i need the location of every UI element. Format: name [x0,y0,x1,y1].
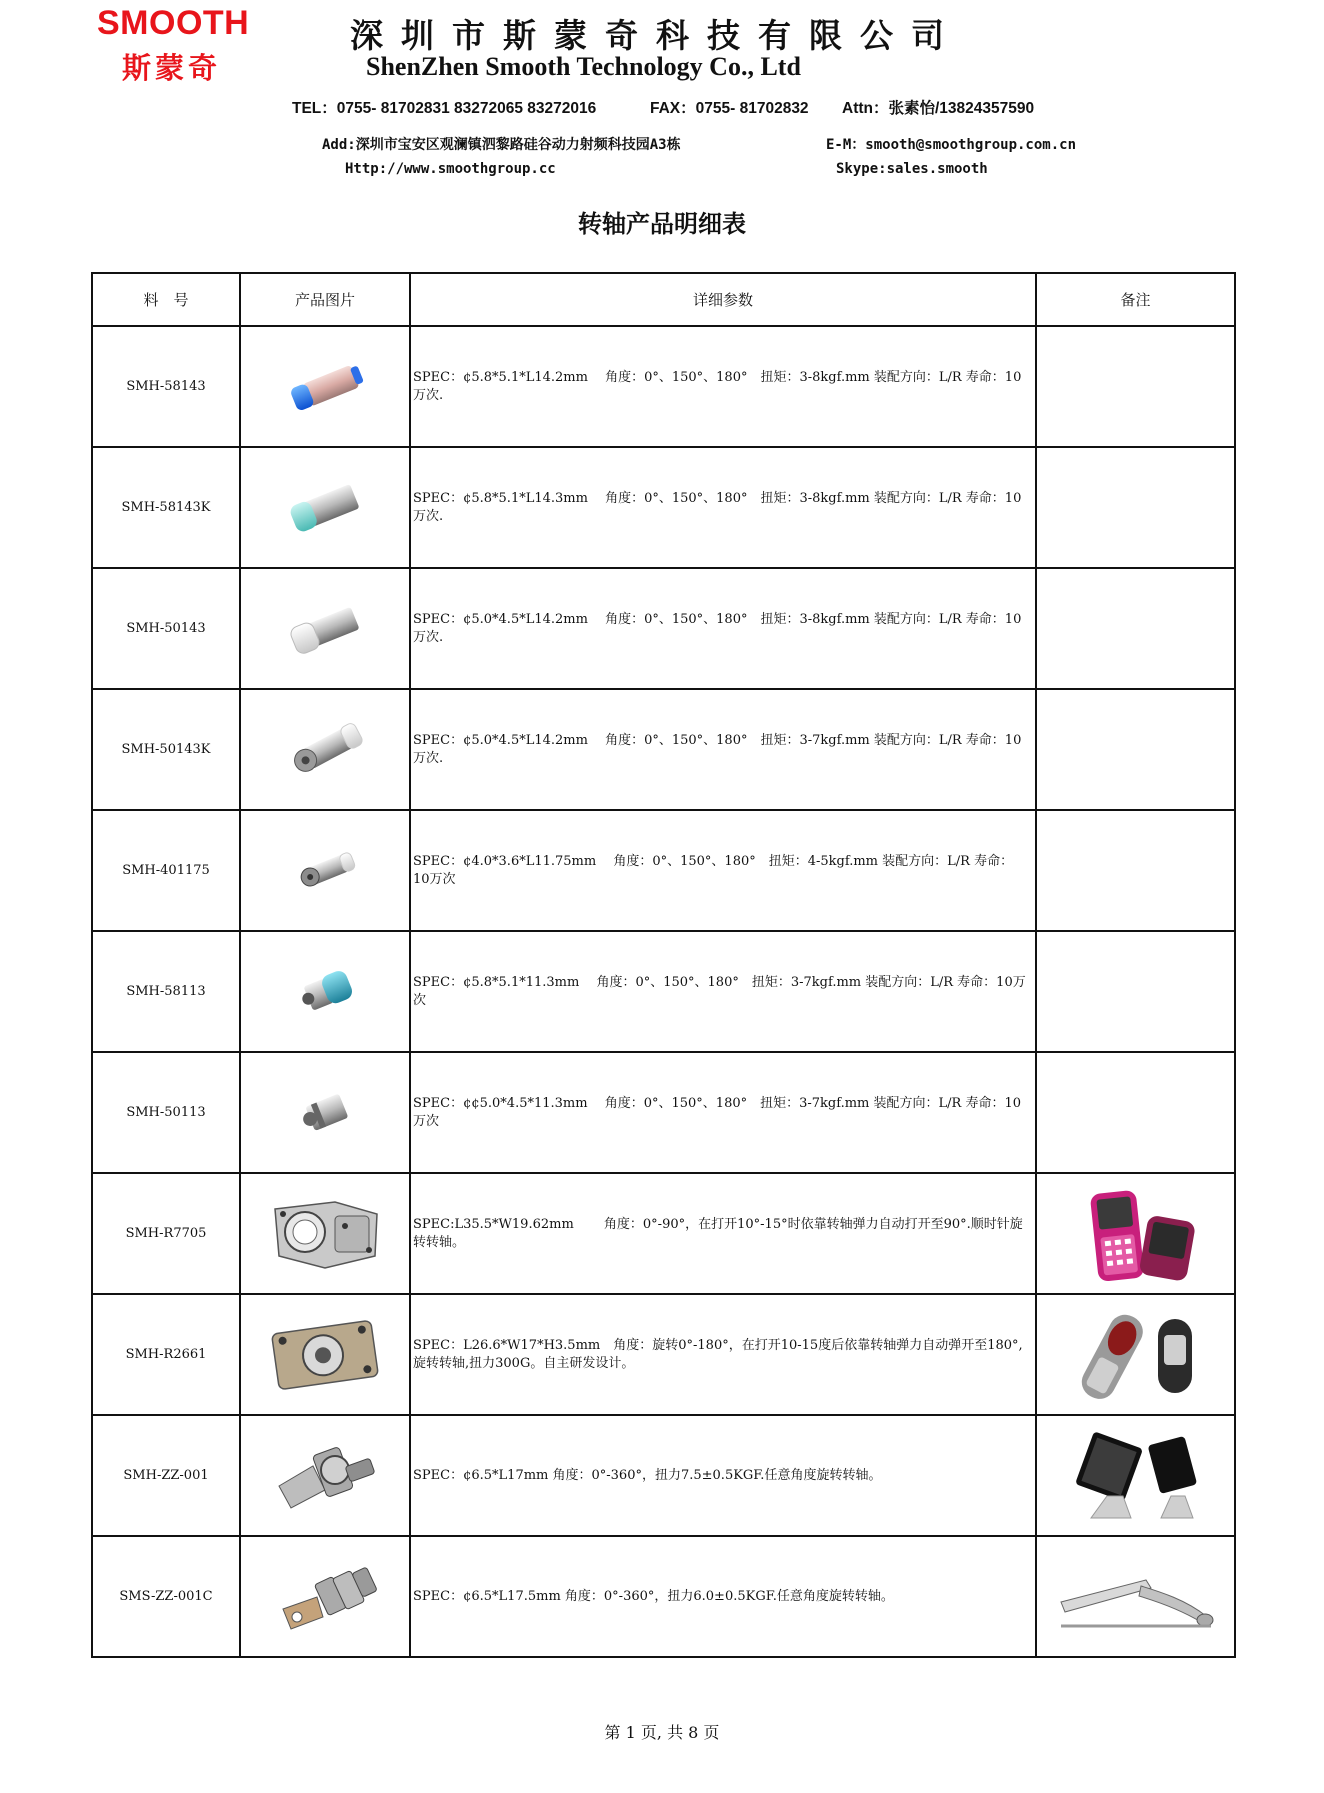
header-part-number: 料 号 [92,273,240,326]
fax-line: FAX：0755- 81702832 [650,100,809,117]
phone-image [1066,1305,1206,1405]
hinge-image [275,836,375,906]
product-image-cell [240,1173,410,1294]
table-row [92,810,1235,931]
spec-text: SPEC：¢4.0*3.6*L11.75mm 角度：0°、150°、180° 扭矩：4-5kgf.mm 装配方向：L/R 寿命：10万次 [410,810,1036,931]
spec-text: SPEC：¢6.5*L17mm 角度：0°-360°，扭力7.5±0.5KGF.任意角度旋转转轴。 [410,1415,1036,1536]
part-number: SMH-R2661 [92,1294,240,1415]
spec-text: SPEC：¢5.8*5.1*11.3mm 角度：0°、150°、180° 扭矩：3-7kgf.mm 装配方向：L/R 寿命：10万次 [410,931,1036,1052]
header-remarks: 备注 [1036,273,1235,326]
remark-cell [1036,1294,1235,1415]
spec-text: SPEC：¢5.0*4.5*L14.2mm 角度：0°、150°、180° 扭矩：3-8kgf.mm 装配方向：L/R 寿命：10万次. [410,568,1036,689]
remark-cell [1036,931,1235,1052]
part-number: SMH-58143K [92,447,240,568]
hinge-image [275,473,375,543]
table-row [92,1173,1235,1294]
part-number: SMH-58143 [92,326,240,447]
table-row [92,689,1235,810]
product-image-cell [240,810,410,931]
monitor-stand-image [1061,1426,1211,1526]
table-header-row [92,273,1235,326]
product-image-cell [240,931,410,1052]
product-image-cell [240,568,410,689]
spec-text: SPEC：¢5.8*5.1*L14.3mm 角度：0°、150°、180° 扭矩：3-8kgf.mm 装配方向：L/R 寿命：10万次. [410,447,1036,568]
product-image-cell [240,326,410,447]
phone-image [1066,1184,1206,1284]
remark-cell [1036,1173,1235,1294]
hinge-image [275,715,375,785]
hinge-image [265,1436,385,1516]
product-image-cell [240,1294,410,1415]
remark-cell [1036,1536,1235,1657]
table-row [92,1415,1235,1536]
product-table [91,272,1236,1658]
hinge-image [275,352,375,422]
table-row [92,568,1235,689]
spec-text: SPEC:L35.5*W19.62mm 角度：0°-90°，在打开10°-15°时依靠转轴弹力自动打开至90°.顺时针旋转转轴。 [410,1173,1036,1294]
part-number: SMH-58113 [92,931,240,1052]
attn-line: Attn：张素怡/13824357590 [842,100,1035,117]
part-number: SMH-50113 [92,1052,240,1173]
tel-line: TEL：0755- 81702831 83272065 83272016 [292,100,597,117]
spec-text: SPEC：¢5.0*4.5*L14.2mm 角度：0°、150°、180° 扭矩：3-7kgf.mm 装配方向：L/R 寿命：10万次. [410,689,1036,810]
part-number: SMH-50143 [92,568,240,689]
table-row [92,931,1235,1052]
remark-cell [1036,326,1235,447]
hinge-image [265,1315,385,1395]
product-image-cell [240,1052,410,1173]
remark-cell [1036,1052,1235,1173]
product-image-cell [240,1415,410,1536]
part-number: SMH-50143K [92,689,240,810]
skype-line: Skype:sales.smooth [836,161,988,177]
spec-text: SPEC：¢¢5.0*4.5*11.3mm 角度：0°、150°、180° 扭矩：3-7kgf.mm 装配方向：L/R 寿命：10万次 [410,1052,1036,1173]
email-line: E-M：smooth@smoothgroup.com.cn [826,137,1077,153]
part-number: SMH-R7705 [92,1173,240,1294]
header-details: 详细参数 [410,273,1036,326]
hinge-image [275,1078,375,1148]
remark-cell [1036,447,1235,568]
table-row [92,326,1235,447]
hinge-image [265,1194,385,1274]
logo-smooth: SMOOTH [97,4,250,42]
spec-text: SPEC：¢5.8*5.1*L14.2mm 角度：0°、150°、180° 扭矩：3-8kgf.mm 装配方向：L/R 寿命：10万次. [410,326,1036,447]
hinge-image [275,594,375,664]
remark-cell [1036,1415,1235,1536]
product-image-cell [240,1536,410,1657]
table-row [92,1294,1235,1415]
document-title: 转轴产品明细表 [578,210,746,238]
logo-chinese: 斯蒙奇 [122,51,222,85]
spec-text: SPEC：¢6.5*L17.5mm 角度：0°-360°，扭力6.0±0.5KGF.任意角度旋转转轴。 [410,1536,1036,1657]
part-number: SMS-ZZ-001C [92,1536,240,1657]
table-row [92,447,1235,568]
part-number: SMH-401175 [92,810,240,931]
hinge-image [275,957,375,1027]
page-number: 第 1 页, 共 8 页 [604,1723,720,1742]
part-number: SMH-ZZ-001 [92,1415,240,1536]
address-line: Add:深圳市宝安区观澜镇泗黎路硅谷动力射频科技园A3栋 [322,137,681,153]
product-image-cell [240,447,410,568]
product-image-cell [240,689,410,810]
header-product-image: 产品图片 [240,273,410,326]
hinge-image [265,1557,385,1637]
remark-cell [1036,810,1235,931]
stand-arm-image [1051,1552,1221,1642]
website-link[interactable]: Http://www.smoothgroup.cc [345,161,556,177]
company-name-cn: 深圳市斯蒙奇科技有限公司 [350,16,962,55]
remark-cell [1036,689,1235,810]
spec-text: SPEC：L26.6*W17*H3.5mm 角度：旋转0°-180°，在打开10-15度后依靠转轴弹力自动弹开至180°,旋转转轴,扭力300G。自主研发设计。 [410,1294,1036,1415]
table-row [92,1052,1235,1173]
remark-cell [1036,568,1235,689]
company-name-en: ShenZhen Smooth Technology Co., Ltd [366,52,801,81]
table-row [92,1536,1235,1657]
